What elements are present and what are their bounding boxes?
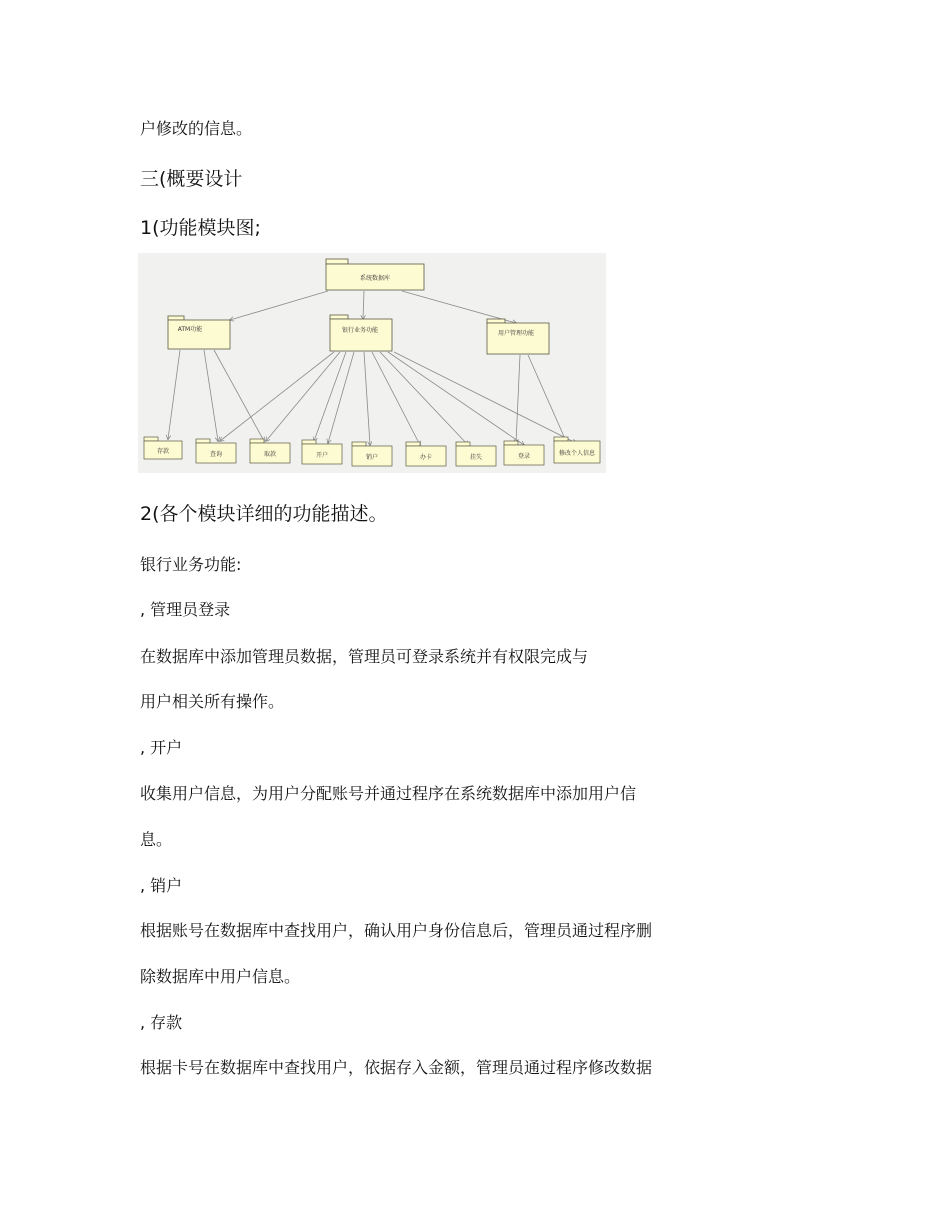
leaf-label: 修改个人信息 bbox=[558, 450, 596, 457]
leaf-package bbox=[554, 437, 600, 463]
module-label: 用户管理功能 bbox=[497, 330, 535, 337]
text-line: 根据账号在数据库中查找用户，确认用户身份信息后，管理员通过程序删 bbox=[140, 921, 653, 940]
module-label: ATM功能 bbox=[177, 326, 203, 333]
subsection-heading: 1(功能模块图; bbox=[140, 217, 261, 239]
module-label: 银行业务功能 bbox=[341, 327, 379, 334]
subsection-heading: 2(各个模块详细的功能描述。 bbox=[140, 503, 388, 525]
list-item-title: , 管理员登录 bbox=[140, 600, 231, 619]
leaf-label: 开户 bbox=[315, 452, 329, 459]
text-line: 息。 bbox=[140, 830, 173, 849]
section-heading: 三(概要设计 bbox=[140, 168, 243, 190]
leaf-label: 销户 bbox=[365, 454, 379, 461]
text-line: 除数据库中用户信息。 bbox=[140, 967, 301, 986]
text-line: 收集用户信息，为用户分配账号并通过程序在系统数据库中添加用户信 bbox=[140, 784, 637, 803]
leaf-label: 存款 bbox=[156, 448, 170, 455]
text-line: 用户相关所有操作。 bbox=[140, 692, 285, 711]
leaf-label: 登录 bbox=[517, 453, 531, 460]
list-item-title: , 销户 bbox=[140, 876, 183, 895]
text-line: 在数据库中添加管理员数据，管理员可登录系统并有权限完成与 bbox=[140, 647, 589, 666]
root-package bbox=[326, 259, 424, 290]
text-line: 银行业务功能: bbox=[140, 555, 242, 574]
module-package bbox=[330, 315, 392, 351]
root-package-label: 系统数据库 bbox=[359, 275, 391, 282]
list-item-title: , 存款 bbox=[140, 1013, 183, 1032]
leaf-label: 办卡 bbox=[419, 454, 433, 461]
module-package bbox=[487, 319, 549, 354]
list-item-title: , 开户 bbox=[140, 738, 183, 757]
leaf-label: 取款 bbox=[263, 451, 277, 458]
text-line: 根据卡号在数据库中查找用户，依据存入金额，管理员通过程序修改数据 bbox=[140, 1058, 653, 1077]
text-line: 户修改的信息。 bbox=[140, 119, 253, 138]
module-package bbox=[168, 316, 230, 349]
function-module-diagram bbox=[138, 253, 606, 473]
leaf-label: 查询 bbox=[209, 451, 223, 458]
leaf-label: 挂失 bbox=[469, 454, 483, 461]
